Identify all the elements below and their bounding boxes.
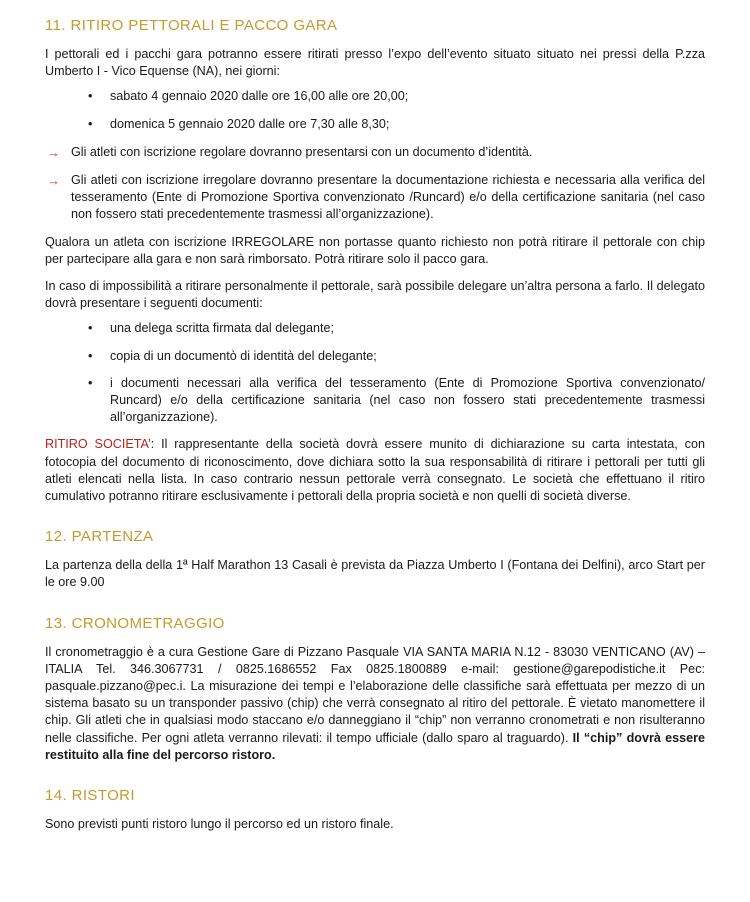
list-item: • copia di un documentò di identità del delegante;: [45, 348, 705, 365]
section-13-text: Il cronometraggio è a cura Gestione Gare di Pizzano Pasquale VIA SANTA MARIA N.12 - 83030 VENTICANO (AV) – ITALIA Tel. 346.3067731 / 0825.1686552 Fax 0825.1800889 e-mail: gestione@garepodistiche.it Pec: pasquale.pizzano@pec.i. La misurazione dei tempi e l’elaborazione delle classifiche sarà effettuata per mezzo di un sistema basato su un transponder passivo (chip) che verrà consegnato al ritiro del pettorale. È vietato manomettere il chip. Gli atleti che in qualsiasi modo staccano e/o danneggiano il “chip” non verranno cronometrati e non risulteranno nelle classifiche. Per ogni atleta verranno rilevati: il tempo ufficiale (dallo sparo al traguardo). Il “chip” dovrà essere restituito alla fine del percorso ristoro.: [45, 644, 705, 762]
pickup-days-list: [45, 88, 705, 132]
bullet-icon: •: [88, 321, 93, 336]
list-item: → Gli atleti con iscrizione regolare dovranno presentarsi con un documento d’identità.: [47, 144, 533, 160]
society-label: RITIRO SOCIETA’: [45, 437, 151, 452]
delegate-docs-list: [45, 320, 705, 426]
society-pickup: [45, 436, 705, 505]
document-page: [45, 14, 705, 833]
irregular-note: Qualora un atleta con iscrizione IRREGOLARE non portasse quanto richiesto non potrà ritirare il pettorale con chip per partecipare alla gara e non sarà rimborsato. Potrà ritirare solo il pacco gara.: [45, 234, 705, 266]
section-12-text: La partenza della della 1ª Half Marathon 13 Casali è prevista da Piazza Umberto I (Fontana dei Delfini), arco Start per le ore 9.00: [45, 558, 705, 590]
list-item: → Gli atleti con iscrizione irregolare dovranno presentare la documentazione richiesta e necessaria alla verifica del tesseramento (Ente di Promozione Sportiva convenzionato /Runcard) e/o della certificazione sanitaria (nel caso non fossero stati precedentemente trasmessi all’organizzazione).: [47, 173, 705, 222]
chip-return-note: Il “chip” dovrà essere restituito alla fine del percorso ristoro.: [45, 730, 705, 762]
section-13-title: 13. CRONOMETRAGGIO: [45, 614, 225, 632]
bullet-icon: •: [88, 375, 93, 390]
section-11-intro: I pettorali ed i pacchi gara potranno essere ritirati presso l’expo dell’evento situato situato nei pressi della P.zza Umberto I - Vico Equense (NA), nei giorni:: [45, 47, 705, 79]
delegate-intro: In caso di impossibilità a ritirare personalmente il pettorale, sarà possibile delegare un’altra persona a farlo. Il delegato dovrà presentare i seguenti documenti:: [45, 279, 705, 311]
arrow-right-icon: →: [47, 173, 60, 189]
section-14-text: Sono previsti punti ristoro lungo il percorso ed un ristoro finale.: [45, 817, 394, 832]
list-item: • sabato 4 gennaio 2020 dalle ore 16,00 alle ore 20,00;: [45, 88, 705, 105]
bullet-icon: •: [88, 348, 93, 363]
list-item: • i documenti necessari alla verifica del tesseramento (Ente di Promozione Sportiva convenzionato/ Runcard) e/o della certificazione sanitaria (nel caso non fossero stati precedentemente trasmessi all’organizzazione).: [88, 375, 705, 425]
list-item: • una delega scritta firmata dal delegante;: [45, 320, 705, 337]
bullet-icon: •: [88, 116, 93, 131]
section-11-title: 11. RITIRO PETTORALI E PACCO GARA: [45, 17, 338, 34]
section-14-title: 14. RISTORI: [45, 787, 135, 805]
society-text: : Il rappresentante della società dovrà essere munito di dichiarazione su carta intestata, con fotocopia del documento di riconoscimento, dove dichiara sotto la sua responsabilità di ritirare i pettorali per tutti gli atleti elencati nella lista. In caso contrario nessun pettorale verrà consegnato. Le società che effettuano il ritiro cumulativo potranno ritirare esclusivamente i pettorali della propria società e non quelli di società diverse.: [45, 437, 705, 504]
section-12-title: 12. PARTENZA: [45, 528, 154, 546]
list-item: • domenica 5 gennaio 2020 dalle ore 7,30 alle 8,30;: [45, 116, 705, 133]
bullet-icon: •: [88, 89, 93, 104]
arrow-right-icon: →: [47, 144, 60, 160]
